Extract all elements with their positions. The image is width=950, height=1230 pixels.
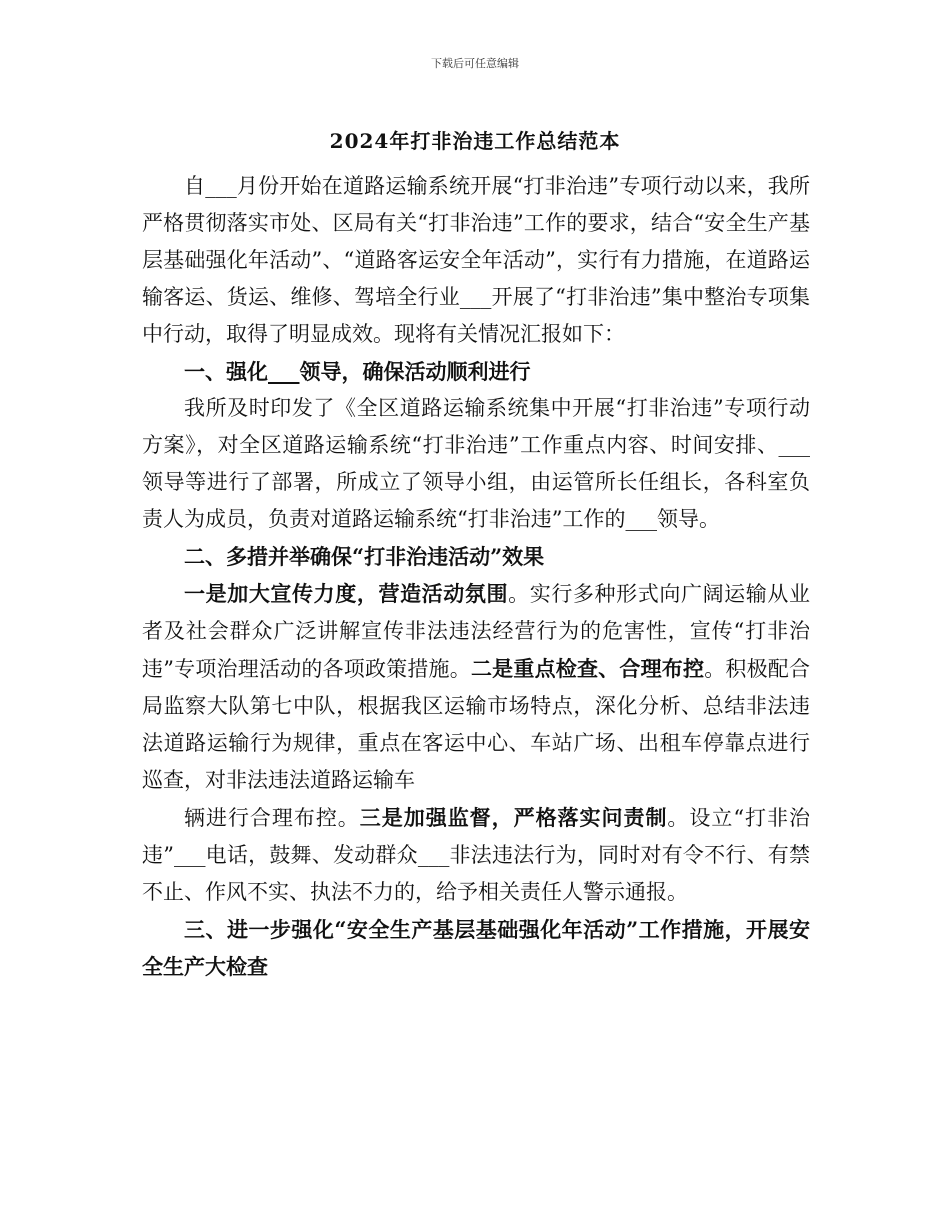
measure-1-text: 。实行多种形式向广阔运输从业者及社会群众广泛讲解宣传非法违法经营行为的危害性，宣传“打非治违”专项治理活动的各项政策措施。 [142, 582, 811, 681]
measure-2-text-end: 辆进行合理布控。 [184, 806, 360, 830]
measure-2-text: 。积极配合局监察大队第七中队，根据我区运输市场特点，深化分析、总结非法违法道路运输行为规律，重点在客运中心、车站广场、出租车停靠点进行巡查，对非法违法道路运输车 [142, 657, 810, 792]
measure-3-title: 三是加强监督，严格落实问责制 [359, 805, 668, 830]
paragraph-measures [142, 575, 810, 799]
measure-3-text: 。设立“打非治违”___电话，鼓舞、发动群众___非法违法行为，同时对有令不行、有禁不止、作风不实、执法不力的，给予相关责任人警示通报。 [142, 806, 810, 904]
section-heading-1: 一、强化___领导，确保活动顺利进行 [184, 359, 531, 384]
document-title: 2024年打非治违工作总结范本 [329, 129, 621, 153]
paragraph-section-1: 我所及时印发了《全区道路运输系统集中开展“打非治违”专项行动方案》，对全区道路运输系统“打非治违”工作重点内容、时间安排、___领导等进行了部署，所成立了领导小组，由运管所长任组长，各科室负责人为成员，负责对道路运输系统“打非治违”工作的___领导。 [142, 396, 810, 531]
section-heading-3: 三、进一步强化“安全生产基层基础强化年活动”工作措施，开展安全生产大检查 [142, 917, 810, 979]
section-heading-2: 二、多措并举确保“打非治违活动”效果 [184, 544, 545, 569]
header-note: 下载后可任意编辑 [431, 57, 519, 70]
paragraph-measures-continued [142, 799, 810, 911]
paragraph-intro: 自___月份开始在道路运输系统开展“打非治违”专项行动以来，我所严格贯彻落实市处、区局有关“打非治违”工作的要求，结合“安全生产基层基础强化年活动”、“道路客运安全年活动”，实行有力措施，在道路运输客运、货运、维修、驾培全行业___开展了“打非治违”集中整治专项集中行动，取得了明显成效。现将有关情况汇报如下： [142, 174, 810, 346]
document-body [142, 168, 810, 985]
measure-2-title: 二是重点检查、合理布控 [470, 656, 705, 681]
measure-1-title: 一是加大宣传力度，营造活动氛围 [184, 581, 509, 606]
